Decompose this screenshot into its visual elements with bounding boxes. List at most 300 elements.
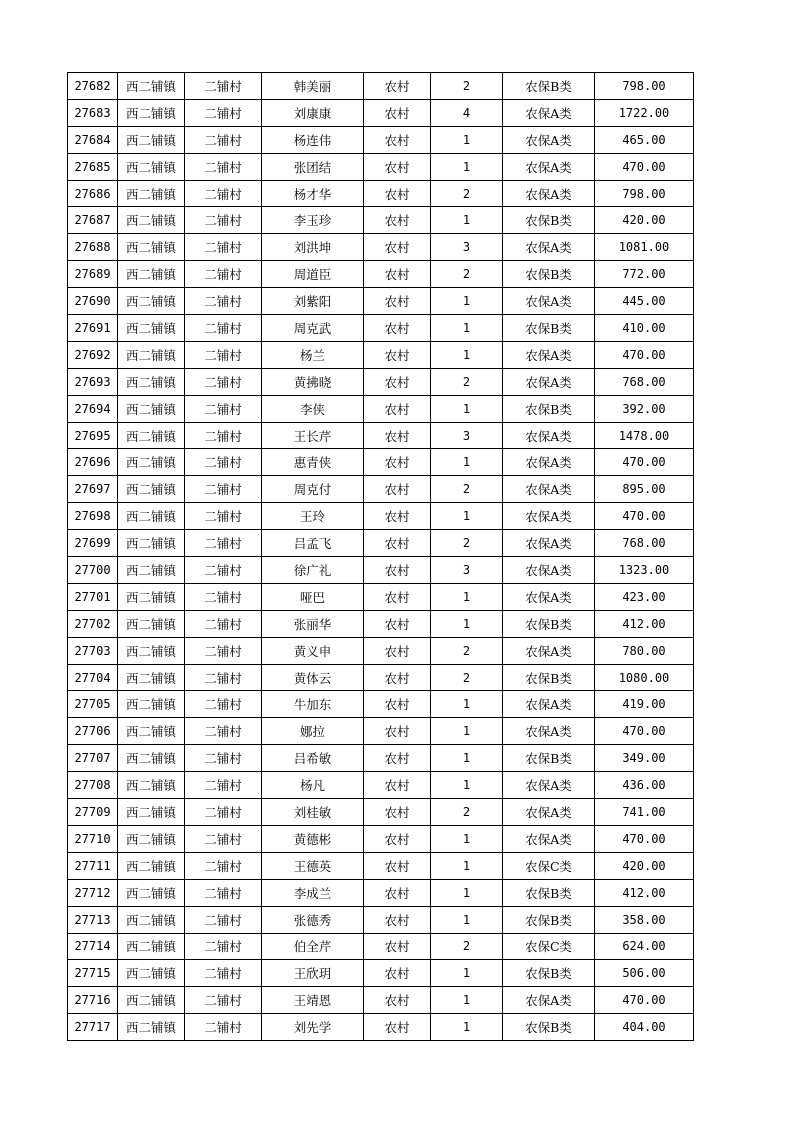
village-cell: 二铺村 xyxy=(185,825,262,852)
area-type-cell: 农村 xyxy=(364,906,431,933)
amount-cell: 412.00 xyxy=(595,610,694,637)
area-type-cell: 农村 xyxy=(364,234,431,261)
name-cell: 李侠 xyxy=(262,395,364,422)
area-type-cell: 农村 xyxy=(364,288,431,315)
name-cell: 李玉珍 xyxy=(262,207,364,234)
village-cell: 二铺村 xyxy=(185,476,262,503)
table-row xyxy=(68,987,694,1014)
name-cell: 刘洪坤 xyxy=(262,234,364,261)
table-row xyxy=(68,530,694,557)
row-id-cell: 27685 xyxy=(68,153,118,180)
town-cell: 西二铺镇 xyxy=(118,449,185,476)
area-type-cell: 农村 xyxy=(364,933,431,960)
category-cell: 农保A类 xyxy=(503,449,595,476)
row-id-cell: 27712 xyxy=(68,879,118,906)
category-cell: 农保C类 xyxy=(503,852,595,879)
household-size-cell: 1 xyxy=(431,691,503,718)
village-cell: 二铺村 xyxy=(185,261,262,288)
row-id-cell: 27682 xyxy=(68,73,118,100)
table-row xyxy=(68,664,694,691)
category-cell: 农保A类 xyxy=(503,825,595,852)
area-type-cell: 农村 xyxy=(364,852,431,879)
row-id-cell: 27693 xyxy=(68,368,118,395)
village-cell: 二铺村 xyxy=(185,449,262,476)
category-cell: 农保A类 xyxy=(503,530,595,557)
town-cell: 西二铺镇 xyxy=(118,745,185,772)
amount-cell: 768.00 xyxy=(595,368,694,395)
household-size-cell: 1 xyxy=(431,207,503,234)
name-cell: 周克付 xyxy=(262,476,364,503)
town-cell: 西二铺镇 xyxy=(118,315,185,342)
row-id-cell: 27703 xyxy=(68,637,118,664)
town-cell: 西二铺镇 xyxy=(118,530,185,557)
amount-cell: 1081.00 xyxy=(595,234,694,261)
name-cell: 王欣玥 xyxy=(262,960,364,987)
row-id-cell: 27716 xyxy=(68,987,118,1014)
village-cell: 二铺村 xyxy=(185,933,262,960)
row-id-cell: 27692 xyxy=(68,341,118,368)
town-cell: 西二铺镇 xyxy=(118,557,185,584)
category-cell: 农保A类 xyxy=(503,637,595,664)
village-cell: 二铺村 xyxy=(185,664,262,691)
name-cell: 杨才华 xyxy=(262,180,364,207)
town-cell: 西二铺镇 xyxy=(118,879,185,906)
category-cell: 农保B类 xyxy=(503,395,595,422)
row-id-cell: 27695 xyxy=(68,422,118,449)
village-cell: 二铺村 xyxy=(185,73,262,100)
data-table xyxy=(67,72,694,1041)
household-size-cell: 3 xyxy=(431,422,503,449)
name-cell: 李成兰 xyxy=(262,879,364,906)
table-row xyxy=(68,772,694,799)
household-size-cell: 2 xyxy=(431,180,503,207)
row-id-cell: 27690 xyxy=(68,288,118,315)
area-type-cell: 农村 xyxy=(364,637,431,664)
name-cell: 王靖恩 xyxy=(262,987,364,1014)
village-cell: 二铺村 xyxy=(185,772,262,799)
amount-cell: 470.00 xyxy=(595,718,694,745)
amount-cell: 768.00 xyxy=(595,530,694,557)
row-id-cell: 27689 xyxy=(68,261,118,288)
area-type-cell: 农村 xyxy=(364,207,431,234)
area-type-cell: 农村 xyxy=(364,1014,431,1041)
area-type-cell: 农村 xyxy=(364,73,431,100)
name-cell: 王长芹 xyxy=(262,422,364,449)
category-cell: 农保B类 xyxy=(503,879,595,906)
category-cell: 农保B类 xyxy=(503,745,595,772)
table-row xyxy=(68,637,694,664)
household-size-cell: 1 xyxy=(431,153,503,180)
village-cell: 二铺村 xyxy=(185,315,262,342)
town-cell: 西二铺镇 xyxy=(118,261,185,288)
area-type-cell: 农村 xyxy=(364,180,431,207)
name-cell: 刘紫阳 xyxy=(262,288,364,315)
village-cell: 二铺村 xyxy=(185,530,262,557)
area-type-cell: 农村 xyxy=(364,341,431,368)
village-cell: 二铺村 xyxy=(185,987,262,1014)
table-row xyxy=(68,153,694,180)
amount-cell: 1080.00 xyxy=(595,664,694,691)
category-cell: 农保A类 xyxy=(503,234,595,261)
village-cell: 二铺村 xyxy=(185,610,262,637)
household-size-cell: 3 xyxy=(431,557,503,584)
household-size-cell: 1 xyxy=(431,879,503,906)
row-id-cell: 27713 xyxy=(68,906,118,933)
area-type-cell: 农村 xyxy=(364,610,431,637)
area-type-cell: 农村 xyxy=(364,664,431,691)
household-size-cell: 1 xyxy=(431,987,503,1014)
village-cell: 二铺村 xyxy=(185,718,262,745)
household-size-cell: 2 xyxy=(431,368,503,395)
household-size-cell: 1 xyxy=(431,825,503,852)
area-type-cell: 农村 xyxy=(364,476,431,503)
town-cell: 西二铺镇 xyxy=(118,960,185,987)
category-cell: 农保A类 xyxy=(503,126,595,153)
name-cell: 韩美丽 xyxy=(262,73,364,100)
row-id-cell: 27711 xyxy=(68,852,118,879)
household-size-cell: 1 xyxy=(431,503,503,530)
table-body xyxy=(68,73,694,1041)
town-cell: 西二铺镇 xyxy=(118,126,185,153)
town-cell: 西二铺镇 xyxy=(118,933,185,960)
town-cell: 西二铺镇 xyxy=(118,691,185,718)
category-cell: 农保B类 xyxy=(503,610,595,637)
amount-cell: 772.00 xyxy=(595,261,694,288)
town-cell: 西二铺镇 xyxy=(118,503,185,530)
amount-cell: 410.00 xyxy=(595,315,694,342)
area-type-cell: 农村 xyxy=(364,261,431,288)
category-cell: 农保B类 xyxy=(503,261,595,288)
row-id-cell: 27699 xyxy=(68,530,118,557)
amount-cell: 1478.00 xyxy=(595,422,694,449)
category-cell: 农保B类 xyxy=(503,906,595,933)
category-cell: 农保A类 xyxy=(503,99,595,126)
row-id-cell: 27707 xyxy=(68,745,118,772)
area-type-cell: 农村 xyxy=(364,745,431,772)
village-cell: 二铺村 xyxy=(185,637,262,664)
household-size-cell: 1 xyxy=(431,395,503,422)
town-cell: 西二铺镇 xyxy=(118,799,185,826)
village-cell: 二铺村 xyxy=(185,153,262,180)
category-cell: 农保C类 xyxy=(503,933,595,960)
area-type-cell: 农村 xyxy=(364,691,431,718)
name-cell: 惠青侠 xyxy=(262,449,364,476)
area-type-cell: 农村 xyxy=(364,718,431,745)
village-cell: 二铺村 xyxy=(185,368,262,395)
table-row xyxy=(68,315,694,342)
town-cell: 西二铺镇 xyxy=(118,341,185,368)
category-cell: 农保B类 xyxy=(503,73,595,100)
amount-cell: 358.00 xyxy=(595,906,694,933)
row-id-cell: 27696 xyxy=(68,449,118,476)
village-cell: 二铺村 xyxy=(185,180,262,207)
category-cell: 农保B类 xyxy=(503,960,595,987)
row-id-cell: 27708 xyxy=(68,772,118,799)
amount-cell: 436.00 xyxy=(595,772,694,799)
village-cell: 二铺村 xyxy=(185,557,262,584)
row-id-cell: 27694 xyxy=(68,395,118,422)
name-cell: 杨兰 xyxy=(262,341,364,368)
village-cell: 二铺村 xyxy=(185,234,262,261)
amount-cell: 349.00 xyxy=(595,745,694,772)
name-cell: 王德英 xyxy=(262,852,364,879)
household-size-cell: 2 xyxy=(431,637,503,664)
table-row xyxy=(68,73,694,100)
amount-cell: 1323.00 xyxy=(595,557,694,584)
table-row xyxy=(68,503,694,530)
household-size-cell: 2 xyxy=(431,261,503,288)
name-cell: 娜拉 xyxy=(262,718,364,745)
village-cell: 二铺村 xyxy=(185,341,262,368)
table-row xyxy=(68,557,694,584)
amount-cell: 412.00 xyxy=(595,879,694,906)
name-cell: 牛加东 xyxy=(262,691,364,718)
category-cell: 农保A类 xyxy=(503,691,595,718)
town-cell: 西二铺镇 xyxy=(118,422,185,449)
town-cell: 西二铺镇 xyxy=(118,395,185,422)
name-cell: 黄义申 xyxy=(262,637,364,664)
village-cell: 二铺村 xyxy=(185,422,262,449)
amount-cell: 741.00 xyxy=(595,799,694,826)
table-row xyxy=(68,1014,694,1041)
household-size-cell: 1 xyxy=(431,960,503,987)
row-id-cell: 27701 xyxy=(68,583,118,610)
row-id-cell: 27714 xyxy=(68,933,118,960)
category-cell: 农保A类 xyxy=(503,718,595,745)
name-cell: 周克武 xyxy=(262,315,364,342)
row-id-cell: 27691 xyxy=(68,315,118,342)
area-type-cell: 农村 xyxy=(364,879,431,906)
town-cell: 西二铺镇 xyxy=(118,772,185,799)
name-cell: 黄拂晓 xyxy=(262,368,364,395)
table-row xyxy=(68,449,694,476)
name-cell: 张团结 xyxy=(262,153,364,180)
household-size-cell: 1 xyxy=(431,583,503,610)
table-row xyxy=(68,879,694,906)
row-id-cell: 27702 xyxy=(68,610,118,637)
amount-cell: 445.00 xyxy=(595,288,694,315)
village-cell: 二铺村 xyxy=(185,503,262,530)
table-row xyxy=(68,610,694,637)
row-id-cell: 27709 xyxy=(68,799,118,826)
row-id-cell: 27683 xyxy=(68,99,118,126)
category-cell: 农保B类 xyxy=(503,664,595,691)
name-cell: 张丽华 xyxy=(262,610,364,637)
town-cell: 西二铺镇 xyxy=(118,637,185,664)
household-size-cell: 2 xyxy=(431,73,503,100)
category-cell: 农保A类 xyxy=(503,288,595,315)
area-type-cell: 农村 xyxy=(364,583,431,610)
table-row xyxy=(68,126,694,153)
table-row xyxy=(68,691,694,718)
household-size-cell: 2 xyxy=(431,476,503,503)
row-id-cell: 27715 xyxy=(68,960,118,987)
amount-cell: 470.00 xyxy=(595,825,694,852)
village-cell: 二铺村 xyxy=(185,583,262,610)
row-id-cell: 27684 xyxy=(68,126,118,153)
village-cell: 二铺村 xyxy=(185,288,262,315)
household-size-cell: 1 xyxy=(431,852,503,879)
area-type-cell: 农村 xyxy=(364,825,431,852)
category-cell: 农保B类 xyxy=(503,315,595,342)
table-row xyxy=(68,368,694,395)
row-id-cell: 27687 xyxy=(68,207,118,234)
town-cell: 西二铺镇 xyxy=(118,852,185,879)
area-type-cell: 农村 xyxy=(364,772,431,799)
category-cell: 农保A类 xyxy=(503,799,595,826)
table-row xyxy=(68,422,694,449)
town-cell: 西二铺镇 xyxy=(118,207,185,234)
area-type-cell: 农村 xyxy=(364,368,431,395)
household-size-cell: 1 xyxy=(431,610,503,637)
name-cell: 黄体云 xyxy=(262,664,364,691)
town-cell: 西二铺镇 xyxy=(118,610,185,637)
table-row xyxy=(68,718,694,745)
row-id-cell: 27700 xyxy=(68,557,118,584)
village-cell: 二铺村 xyxy=(185,745,262,772)
category-cell: 农保A类 xyxy=(503,583,595,610)
category-cell: 农保A类 xyxy=(503,368,595,395)
village-cell: 二铺村 xyxy=(185,207,262,234)
town-cell: 西二铺镇 xyxy=(118,1014,185,1041)
table-row xyxy=(68,234,694,261)
table-row xyxy=(68,288,694,315)
household-size-cell: 1 xyxy=(431,906,503,933)
table-row xyxy=(68,207,694,234)
row-id-cell: 27686 xyxy=(68,180,118,207)
town-cell: 西二铺镇 xyxy=(118,368,185,395)
town-cell: 西二铺镇 xyxy=(118,583,185,610)
category-cell: 农保B类 xyxy=(503,207,595,234)
town-cell: 西二铺镇 xyxy=(118,73,185,100)
area-type-cell: 农村 xyxy=(364,449,431,476)
table-row xyxy=(68,906,694,933)
area-type-cell: 农村 xyxy=(364,960,431,987)
household-size-cell: 1 xyxy=(431,745,503,772)
village-cell: 二铺村 xyxy=(185,99,262,126)
row-id-cell: 27688 xyxy=(68,234,118,261)
village-cell: 二铺村 xyxy=(185,1014,262,1041)
household-size-cell: 2 xyxy=(431,799,503,826)
name-cell: 杨凡 xyxy=(262,772,364,799)
row-id-cell: 27710 xyxy=(68,825,118,852)
household-size-cell: 1 xyxy=(431,288,503,315)
name-cell: 黄德彬 xyxy=(262,825,364,852)
area-type-cell: 农村 xyxy=(364,503,431,530)
category-cell: 农保A类 xyxy=(503,557,595,584)
amount-cell: 895.00 xyxy=(595,476,694,503)
household-size-cell: 1 xyxy=(431,341,503,368)
area-type-cell: 农村 xyxy=(364,126,431,153)
village-cell: 二铺村 xyxy=(185,960,262,987)
amount-cell: 780.00 xyxy=(595,637,694,664)
town-cell: 西二铺镇 xyxy=(118,476,185,503)
amount-cell: 506.00 xyxy=(595,960,694,987)
name-cell: 杨连伟 xyxy=(262,126,364,153)
row-id-cell: 27697 xyxy=(68,476,118,503)
category-cell: 农保A类 xyxy=(503,153,595,180)
table-row xyxy=(68,180,694,207)
town-cell: 西二铺镇 xyxy=(118,825,185,852)
village-cell: 二铺村 xyxy=(185,395,262,422)
area-type-cell: 农村 xyxy=(364,987,431,1014)
table-row xyxy=(68,395,694,422)
row-id-cell: 27698 xyxy=(68,503,118,530)
amount-cell: 470.00 xyxy=(595,341,694,368)
town-cell: 西二铺镇 xyxy=(118,99,185,126)
household-size-cell: 4 xyxy=(431,99,503,126)
row-id-cell: 27706 xyxy=(68,718,118,745)
table-row xyxy=(68,476,694,503)
area-type-cell: 农村 xyxy=(364,395,431,422)
table-row xyxy=(68,261,694,288)
name-cell: 王玲 xyxy=(262,503,364,530)
table-row xyxy=(68,960,694,987)
row-id-cell: 27705 xyxy=(68,691,118,718)
amount-cell: 624.00 xyxy=(595,933,694,960)
amount-cell: 465.00 xyxy=(595,126,694,153)
area-type-cell: 农村 xyxy=(364,557,431,584)
area-type-cell: 农村 xyxy=(364,99,431,126)
household-size-cell: 2 xyxy=(431,933,503,960)
category-cell: 农保A类 xyxy=(503,987,595,1014)
table-row xyxy=(68,799,694,826)
household-size-cell: 1 xyxy=(431,1014,503,1041)
household-size-cell: 1 xyxy=(431,718,503,745)
name-cell: 刘先学 xyxy=(262,1014,364,1041)
amount-cell: 423.00 xyxy=(595,583,694,610)
town-cell: 西二铺镇 xyxy=(118,987,185,1014)
table-row xyxy=(68,852,694,879)
town-cell: 西二铺镇 xyxy=(118,906,185,933)
amount-cell: 420.00 xyxy=(595,207,694,234)
row-id-cell: 27704 xyxy=(68,664,118,691)
table-row xyxy=(68,745,694,772)
row-id-cell: 27717 xyxy=(68,1014,118,1041)
category-cell: 农保B类 xyxy=(503,1014,595,1041)
name-cell: 哑巴 xyxy=(262,583,364,610)
household-size-cell: 2 xyxy=(431,530,503,557)
category-cell: 农保A类 xyxy=(503,180,595,207)
town-cell: 西二铺镇 xyxy=(118,288,185,315)
amount-cell: 419.00 xyxy=(595,691,694,718)
name-cell: 徐广礼 xyxy=(262,557,364,584)
table-row xyxy=(68,583,694,610)
amount-cell: 470.00 xyxy=(595,153,694,180)
amount-cell: 470.00 xyxy=(595,987,694,1014)
amount-cell: 392.00 xyxy=(595,395,694,422)
village-cell: 二铺村 xyxy=(185,879,262,906)
name-cell: 周道臣 xyxy=(262,261,364,288)
amount-cell: 798.00 xyxy=(595,180,694,207)
name-cell: 刘桂敏 xyxy=(262,799,364,826)
town-cell: 西二铺镇 xyxy=(118,180,185,207)
amount-cell: 404.00 xyxy=(595,1014,694,1041)
area-type-cell: 农村 xyxy=(364,153,431,180)
name-cell: 吕孟飞 xyxy=(262,530,364,557)
village-cell: 二铺村 xyxy=(185,126,262,153)
household-size-cell: 1 xyxy=(431,315,503,342)
household-size-cell: 2 xyxy=(431,664,503,691)
village-cell: 二铺村 xyxy=(185,906,262,933)
name-cell: 吕希敏 xyxy=(262,745,364,772)
table-row xyxy=(68,825,694,852)
town-cell: 西二铺镇 xyxy=(118,718,185,745)
amount-cell: 470.00 xyxy=(595,503,694,530)
name-cell: 伯全芹 xyxy=(262,933,364,960)
household-size-cell: 1 xyxy=(431,772,503,799)
town-cell: 西二铺镇 xyxy=(118,153,185,180)
